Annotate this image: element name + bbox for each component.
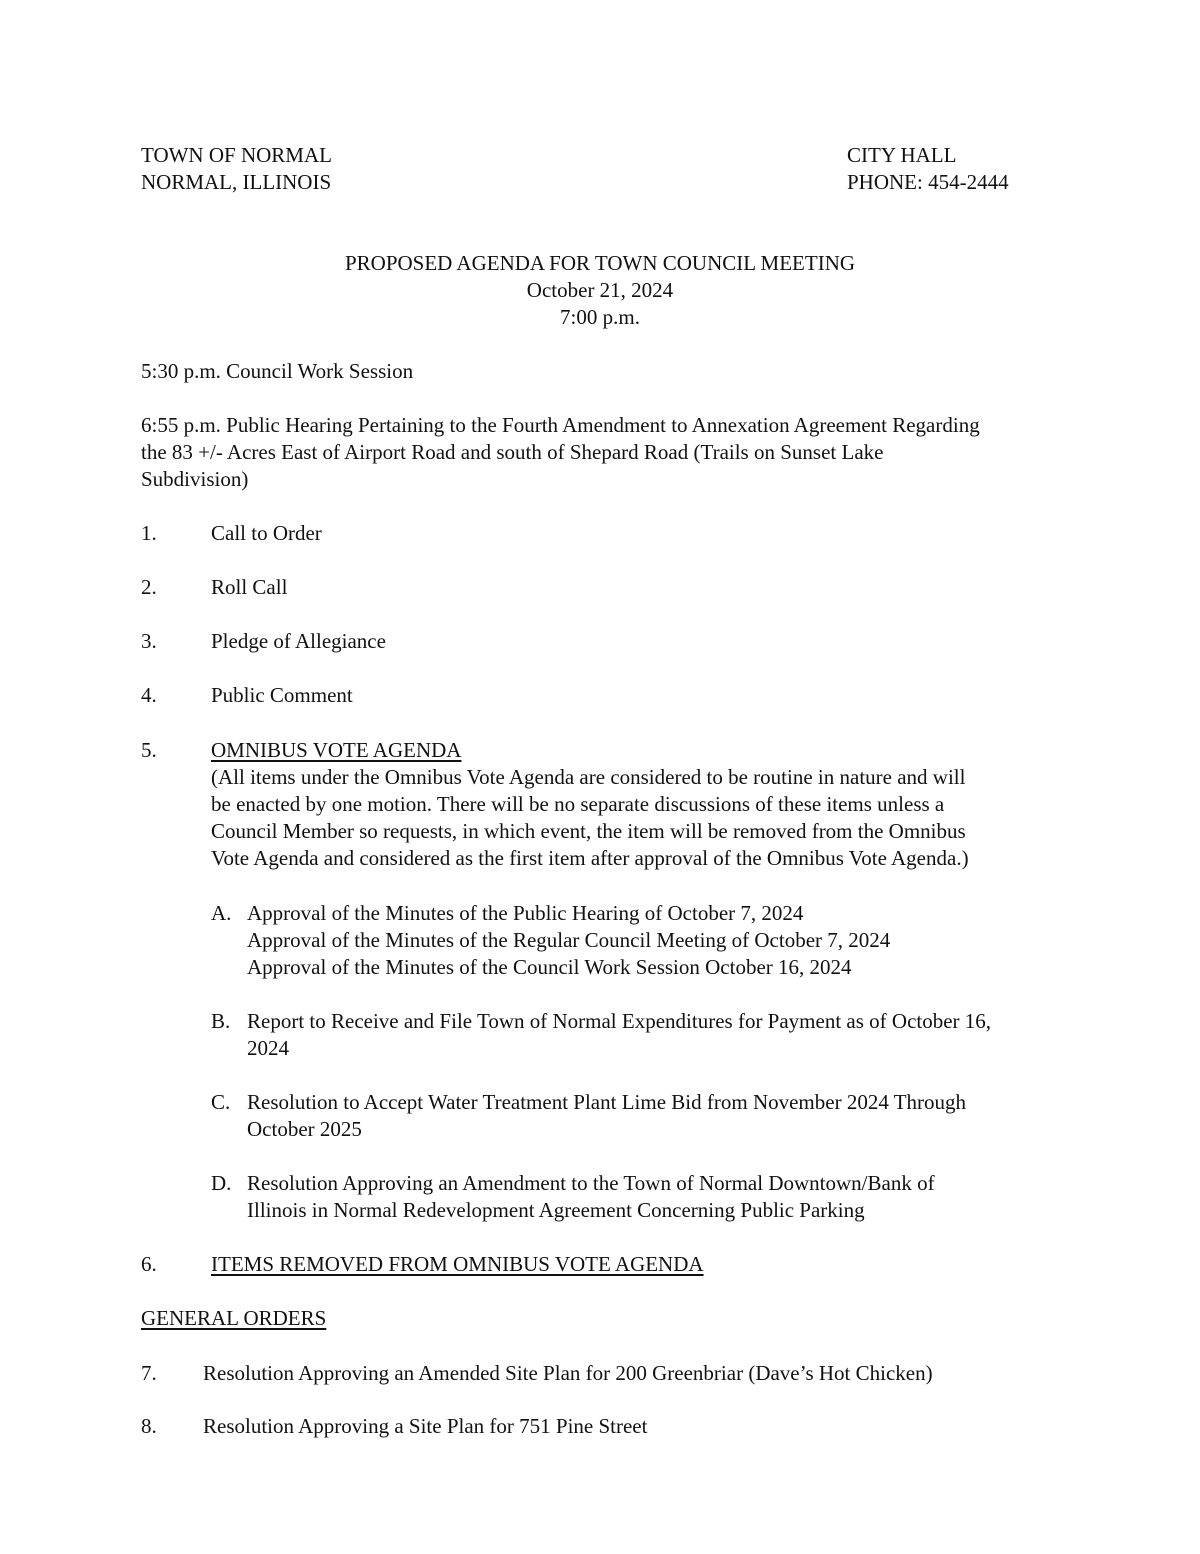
subitem-line: Report to Receive and File Town of Normal Expenditures for Payment as of October 16,	[247, 1009, 992, 1033]
omnibus-description-line: be enacted by one motion. There will be no separate discussions of these items unless a	[211, 792, 945, 816]
subitem-letter: B.	[211, 1009, 231, 1033]
work-session	[141, 358, 413, 385]
subitem-line: Illinois in Normal Redevelopment Agreement Concerning Public Parking	[247, 1198, 865, 1222]
subitem-line: 2024	[247, 1036, 289, 1060]
removed-items-heading: ITEMS REMOVED FROM OMNIBUS VOTE AGENDA	[211, 1252, 704, 1276]
header-left	[141, 142, 332, 196]
subitem-b	[247, 1008, 991, 1062]
public-hearing	[141, 412, 980, 493]
phone-number: PHONE: 454-2444	[847, 170, 1009, 194]
omnibus-description-line: Vote Agenda and considered as the first item after approval of the Omnibus Vote Agenda.)	[211, 846, 969, 870]
item-text: Resolution Approving an Amended Site Plan for 200 Greenbriar (Dave’s Hot Chicken)	[203, 1361, 933, 1385]
item-number: 2.	[141, 575, 157, 599]
omnibus-description-line: Council Member so requests, in which event, the item will be removed from the Omnibus	[211, 819, 966, 843]
city-hall-label: CITY HALL	[847, 143, 957, 167]
subitem-line: Resolution Approving an Amendment to the Town of Normal Downtown/Bank of	[247, 1171, 935, 1195]
item-number: 5.	[141, 738, 157, 762]
work-session-text: 5:30 p.m. Council Work Session	[141, 359, 414, 383]
item-text: Resolution Approving a Site Plan for 751 Pine Street	[203, 1414, 648, 1438]
public-hearing-line: the 83 +/- Acres East of Airport Road and south of Shepard Road (Trails on Sunset Lake	[141, 440, 884, 464]
omnibus-heading: OMNIBUS VOTE AGENDA	[211, 738, 462, 762]
item-text: Pledge of Allegiance	[211, 629, 386, 653]
subitem-line: Approval of the Minutes of the Council Work Session October 16, 2024	[247, 955, 852, 979]
item-text: Roll Call	[211, 575, 288, 599]
subitem-c	[247, 1089, 966, 1143]
town-location: NORMAL, ILLINOIS	[141, 170, 332, 194]
subitem-a	[247, 900, 890, 981]
header-right	[847, 142, 1009, 196]
subitem-line: Approval of the Minutes of the Regular Council Meeting of October 7, 2024	[247, 928, 891, 952]
subitem-line: October 2025	[247, 1117, 362, 1141]
item-text: Call to Order	[211, 521, 322, 545]
omnibus-description-line: (All items under the Omnibus Vote Agenda are considered to be routine in nature and will	[211, 765, 966, 789]
subitem-letter: D.	[211, 1171, 232, 1195]
title-heading: PROPOSED AGENDA FOR TOWN COUNCIL MEETING	[344, 251, 856, 275]
general-orders-heading: GENERAL ORDERS	[141, 1306, 327, 1330]
agenda-title	[0, 250, 1200, 331]
town-name: TOWN OF NORMAL	[141, 143, 332, 167]
general-orders-heading-wrap	[141, 1305, 326, 1332]
item-number: 1.	[141, 521, 157, 545]
item-text: Public Comment	[211, 683, 353, 707]
item-number: 8.	[141, 1414, 157, 1438]
subitem-line: Approval of the Minutes of the Public Hearing of October 7, 2024	[247, 901, 804, 925]
meeting-date: October 21, 2024	[526, 278, 674, 302]
subitem-line: Resolution to Accept Water Treatment Plant Lime Bid from November 2024 Through	[247, 1090, 967, 1114]
subitem-letter: C.	[211, 1090, 231, 1114]
item-number: 7.	[141, 1361, 157, 1385]
subitem-d	[247, 1170, 935, 1224]
subitem-letter: A.	[211, 901, 232, 925]
item-number: 6.	[141, 1252, 157, 1276]
item-number: 3.	[141, 629, 157, 653]
omnibus-block	[211, 737, 969, 872]
public-hearing-line: Subdivision)	[141, 467, 249, 491]
item-number: 4.	[141, 683, 157, 707]
meeting-time: 7:00 p.m.	[560, 305, 640, 329]
public-hearing-line: 6:55 p.m. Public Hearing Pertaining to the Fourth Amendment to Annexation Agreement Regarding	[141, 413, 980, 437]
